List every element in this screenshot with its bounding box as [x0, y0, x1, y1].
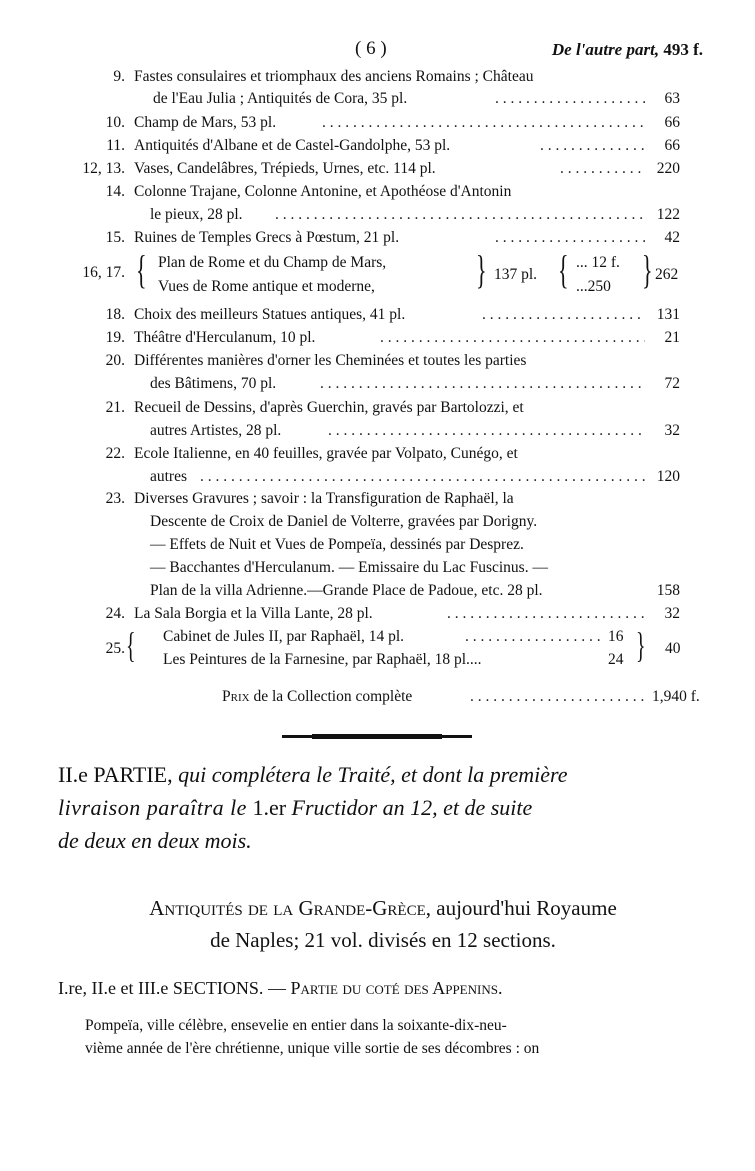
entry-text: autres	[150, 468, 188, 485]
entry-number: 25.	[105, 640, 125, 657]
entry-19	[0, 327, 755, 349]
sub-price-text: ...250	[576, 278, 611, 295]
entry-price: 63	[664, 90, 680, 107]
entry-14-line-1	[0, 181, 755, 203]
part-two-line-1	[58, 758, 708, 791]
entry-11	[0, 135, 755, 157]
entry-text: Plan de Rome et du Champ de Mars,	[158, 254, 387, 271]
entry-number: 22.	[105, 445, 125, 462]
plates-count	[494, 264, 564, 286]
leader-dots	[495, 88, 645, 110]
sub-price-1	[576, 252, 646, 274]
entry-text: Vues de Rome antique et moderne,	[158, 278, 375, 295]
leader-dots	[380, 327, 645, 349]
entry-text: La Sala Borgia et la Villa Lante, 28 pl.	[134, 605, 373, 622]
entry-text: — Effets de Nuit et Vues de Pompeïa, dessinés par Desprez.	[150, 536, 524, 553]
antiquities-title: Antiquités de la Grande-Grèce,	[149, 896, 432, 920]
right-brace: }	[476, 247, 487, 292]
leader-dots	[465, 626, 605, 648]
entry-number: 19.	[105, 329, 125, 346]
leader-dots	[447, 603, 645, 625]
entry-text: de l'Eau Julia ; Antiquités de Cora, 35 pl.	[153, 90, 408, 107]
right-brace: }	[636, 625, 646, 665]
entry-23-line-2	[0, 511, 755, 533]
paragraph-text: vième année de l'ère chrétienne, unique ville sortie de ses décombres : on	[85, 1040, 540, 1057]
entry-22-line-1	[0, 443, 755, 465]
total-label-text: de la Collection complète	[253, 688, 413, 705]
entry-price-wrap	[665, 638, 695, 660]
part-text: qui complétera le Traité, et dont la première	[178, 762, 568, 787]
paragraph-text: Pompeïa, ville célèbre, ensevelie en entier dans la soixante-dix-neu-	[85, 1017, 507, 1034]
entry-21-line-1	[0, 397, 755, 419]
entry-text: Fastes consulaires et triomphaux des anciens Romains ; Château	[134, 68, 534, 85]
entry-number: 18.	[105, 306, 125, 323]
total-value: 1,940 f.	[652, 688, 700, 705]
entry-number: 12, 13.	[82, 160, 125, 177]
part-ordinal: 1.er	[252, 795, 287, 820]
entry-price: 32	[664, 422, 680, 439]
sections-subtitle: — Partie du coté des Appenins.	[267, 978, 503, 998]
entry-price: 262	[655, 266, 679, 283]
total-label-sc: Prix	[222, 688, 250, 705]
entry-text: Différentes manières d'orner les Cheminées et toutes les parties	[134, 352, 527, 369]
entry-text: Descente de Croix de Daniel de Volterre, gravées par Dorigny.	[150, 513, 538, 530]
entry-22-line-2	[0, 466, 755, 488]
entry-price: 42	[664, 229, 680, 246]
part-two-line-3	[58, 824, 708, 857]
entry-price: 158	[656, 582, 680, 599]
entry-text: Choix des meilleurs Statues antiques, 41 pl.	[134, 306, 406, 323]
part-two-line-2	[58, 791, 708, 824]
total-label	[222, 686, 412, 708]
entry-text: Ruines de Temples Grecs à Pœstum, 21 pl.	[134, 229, 400, 246]
pompeia-line-2	[85, 1037, 685, 1060]
entry-number: 14.	[105, 183, 125, 200]
antiquities-line-1	[58, 892, 708, 924]
entry-text: Cabinet de Jules II, par Raphaël, 14 pl.	[163, 628, 405, 645]
entry-number: 23.	[105, 490, 125, 507]
leader-dots	[328, 420, 645, 442]
entry-price: 32	[664, 605, 680, 622]
part-text: de deux en deux mois.	[58, 828, 252, 853]
entry-number: 15.	[105, 229, 125, 246]
part-roman: II.e	[58, 762, 88, 787]
carry-label: De l'autre part,	[551, 40, 660, 59]
entry-text: Recueil de Dessins, d'après Guerchin, gravés par Bartolozzi, et	[134, 399, 524, 416]
page-number: ( 6 )	[355, 38, 387, 59]
plates-label: 137 pl.	[494, 266, 538, 283]
entry-price-wrap	[650, 264, 690, 286]
total-line	[0, 686, 755, 708]
entry-18	[0, 304, 755, 326]
entry-text: Ecole Italienne, en 40 feuilles, gravée par Volpato, Cunégo, et	[134, 445, 518, 462]
entry-text: Diverses Gravures ; savoir : la Transfiguration de Raphaël, la	[134, 490, 514, 507]
entry-price: 220	[656, 160, 680, 177]
entry-text: Plan de la villa Adrienne.—Grande Place de Padoue, etc. 28 pl.	[150, 582, 543, 599]
entry-price: 131	[656, 306, 680, 323]
sub-price-text: ... 12 f.	[576, 254, 620, 271]
entry-9-line-2	[0, 88, 755, 110]
leader-dots	[470, 686, 645, 708]
entry-price: 66	[664, 137, 680, 154]
sub-price: 24	[608, 651, 624, 668]
part-text: livraison paraîtra le	[58, 795, 247, 820]
entry-12-13	[0, 158, 755, 180]
entry-number: 11.	[106, 137, 125, 154]
sub-left-brace: {	[558, 247, 569, 292]
entry-text: Vases, Candelâbres, Trépieds, Urnes, etc. 114 pl.	[134, 160, 436, 177]
entry-text: autres Artistes, 28 pl.	[150, 422, 282, 439]
entry-text: des Bâtimens, 70 pl.	[150, 375, 277, 392]
entry-text: Champ de Mars, 53 pl.	[134, 114, 277, 131]
entry-number: 24.	[105, 605, 125, 622]
entry-price: 66	[664, 114, 680, 131]
carry-amount: 493 f.	[663, 40, 703, 59]
entry-number: 16, 17.	[82, 264, 125, 281]
entry-text: — Bacchantes d'Herculanum. — Emissaire du Lac Fuscinus. —	[150, 559, 548, 576]
entry-23-line-5	[0, 580, 755, 602]
entry-23-line-1	[0, 488, 755, 510]
section-divider	[282, 735, 472, 738]
entry-text: Antiquités d'Albane et de Castel-Gandolphe, 53 pl.	[134, 137, 451, 154]
sub-price: 16	[608, 628, 624, 645]
entry-text: le pieux, 28 pl.	[150, 206, 243, 223]
left-brace: {	[126, 625, 136, 665]
entry-text: Les Peintures de la Farnesine, par Raphaël, 18 pl....	[163, 651, 482, 668]
entry-text: Théâtre d'Herculanum, 10 pl.	[134, 329, 316, 346]
sub-price-2	[576, 276, 646, 298]
sections-heading	[58, 976, 718, 1000]
antiquities-line-2	[58, 924, 708, 956]
antiquities-text: aujourd'hui Royaume	[436, 896, 617, 920]
carry-forward	[552, 40, 703, 60]
entry-price: 40	[665, 640, 681, 657]
entry-23-line-4	[0, 557, 755, 579]
entry-20-line-1	[0, 350, 755, 372]
entry-text: Colonne Trajane, Colonne Antonine, et Apothéose d'Antonin	[134, 183, 512, 200]
leader-dots	[200, 466, 645, 488]
entry-14-line-2	[0, 204, 755, 226]
entry-number: 20.	[105, 352, 125, 369]
leader-dots	[275, 204, 645, 226]
entry-price: 72	[664, 375, 680, 392]
entry-number: 21.	[105, 399, 125, 416]
entry-10	[0, 112, 755, 134]
entry-number: 10.	[105, 114, 125, 131]
leader-dots	[495, 227, 645, 249]
sub-right-brace: }	[642, 247, 653, 292]
part-text: Fructidor an 12, et de suite	[291, 795, 533, 820]
leader-dots	[540, 135, 645, 157]
entry-number: 9.	[113, 68, 125, 85]
pompeia-line-1	[85, 1014, 685, 1037]
sections-label: I.re, II.e et III.e SECTIONS.	[58, 978, 264, 998]
entry-9-line-1	[0, 66, 755, 88]
leader-dots	[560, 158, 645, 180]
entry-21-line-2	[0, 420, 755, 442]
leader-dots	[322, 112, 645, 134]
left-brace: {	[136, 247, 147, 292]
leader-dots	[482, 304, 645, 326]
entry-15	[0, 227, 755, 249]
entry-20-line-2	[0, 373, 755, 395]
part-title: PARTIE,	[93, 762, 173, 787]
entry-price: 120	[656, 468, 680, 485]
entry-price: 21	[664, 329, 680, 346]
antiquities-text: de Naples; 21 vol. divisés en 12 sections.	[210, 928, 556, 952]
leader-dots	[320, 373, 645, 395]
entry-price: 122	[656, 206, 680, 223]
entry-24	[0, 603, 755, 625]
entry-23-line-3	[0, 534, 755, 556]
